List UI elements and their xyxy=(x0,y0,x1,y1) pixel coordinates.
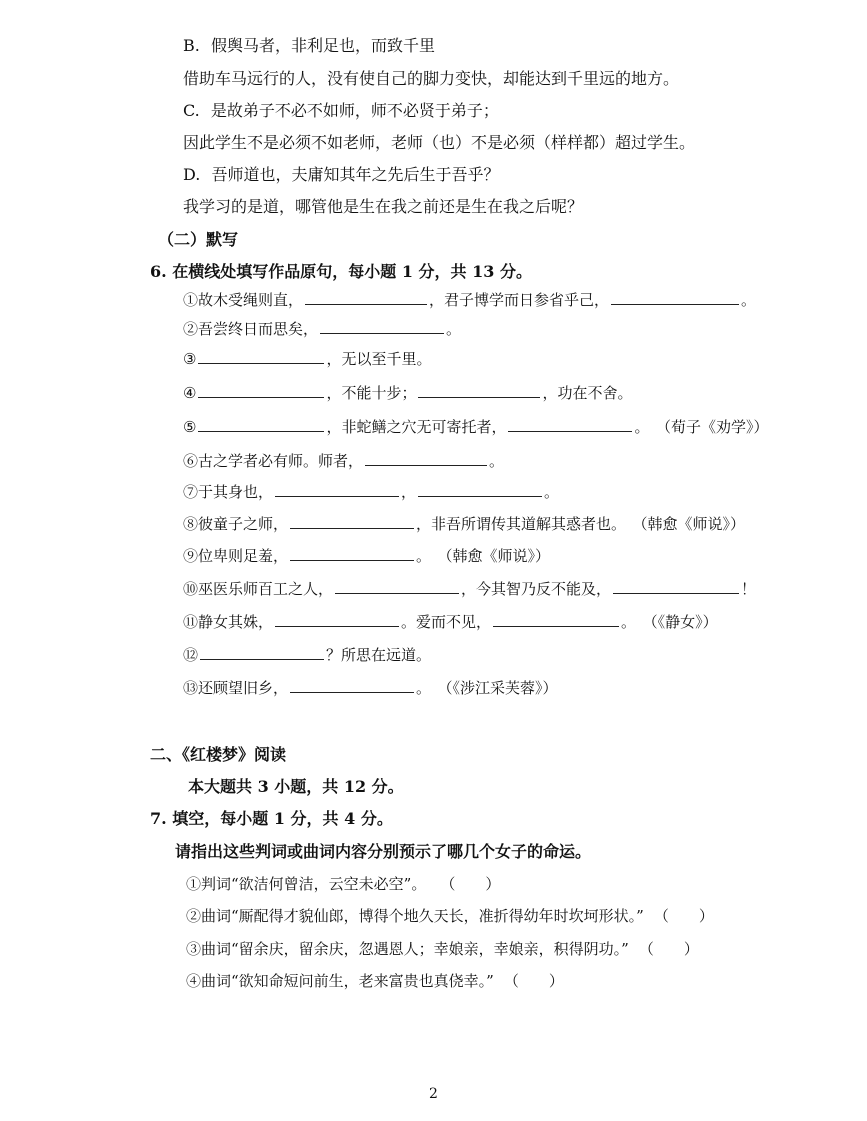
q6-item-4 xyxy=(183,386,632,401)
section-dictation-title: （二）默写 xyxy=(158,230,239,249)
answer-parentheses[interactable]: （ ） xyxy=(653,907,714,925)
item-text: 故木受绳则直， xyxy=(198,291,304,309)
item-number: ⑬ xyxy=(183,679,199,697)
item-text: ，君子博学而日参省乎己， xyxy=(429,291,610,309)
item-number: ⑦ xyxy=(183,483,199,501)
item-number: ① xyxy=(183,291,199,309)
item-text: ，今其智乃反不能及， xyxy=(461,580,612,598)
item-number: ⑨ xyxy=(183,547,199,565)
q6-item-12 xyxy=(183,648,431,663)
item-number: ⑧ xyxy=(183,515,199,533)
q6-item-2 xyxy=(183,322,461,337)
option-b-translation: 借助车马远行的人，没有使自己的脚力变快，却能达到千里远的地方。 xyxy=(183,69,680,88)
item-text: ，非吾所谓传其道解其惑者也。 xyxy=(416,515,627,533)
answer-parentheses[interactable]: （ ） xyxy=(638,940,699,958)
answer-blank[interactable] xyxy=(275,495,399,497)
q7-title: 7. 填空，每小题 1 分，共 4 分。 xyxy=(150,809,393,828)
q7-item-4 xyxy=(186,974,564,989)
item-number: ⑤ xyxy=(183,418,197,436)
item-text: ，非蛇鳝之穴无可寄托者， xyxy=(326,418,507,436)
item-source: （韩愈《师说》） xyxy=(445,547,551,565)
answer-blank[interactable] xyxy=(305,303,427,305)
item-text: 古之学者必有师。师者， xyxy=(198,452,364,470)
item-text: 彼童子之师， xyxy=(198,515,289,533)
q6-item-9 xyxy=(183,549,550,564)
item-text: 。 xyxy=(634,418,650,436)
q7-item-3 xyxy=(186,942,699,957)
item-number: ⑥ xyxy=(183,452,199,470)
option-d-original xyxy=(183,167,499,183)
answer-blank[interactable] xyxy=(290,527,414,529)
option-label: C. xyxy=(183,101,200,120)
item-text: 位卑则足羞， xyxy=(198,547,289,565)
item-text: ，不能十步； xyxy=(326,384,417,402)
item-text: 。 xyxy=(544,483,560,501)
option-d-translation: 我学习的是道，哪管他是生在我之前还是生在我之后呢？ xyxy=(183,197,584,216)
q7-prompt: 请指出这些判词或曲词内容分别预示了哪几个女子的命运。 xyxy=(175,842,592,861)
q6-item-11 xyxy=(183,615,718,630)
answer-blank[interactable] xyxy=(365,464,487,466)
item-text: 。 xyxy=(416,547,432,565)
answer-blank[interactable] xyxy=(508,430,632,432)
option-label: B. xyxy=(183,36,200,55)
item-source: （《涉江采芙蓉》） xyxy=(445,679,558,697)
section-2-title: 二、《红楼梦》阅读 xyxy=(150,745,287,764)
q6-item-7 xyxy=(183,485,559,500)
answer-blank[interactable] xyxy=(418,495,542,497)
q6-item-1 xyxy=(183,293,756,308)
q6-item-10 xyxy=(183,582,756,597)
answer-blank[interactable] xyxy=(198,430,324,432)
q6-item-13 xyxy=(183,681,558,696)
item-text: 。 xyxy=(446,320,462,338)
item-text: 。 xyxy=(416,679,432,697)
item-text: ③曲词“留余庆，留余庆，忽遇恩人；幸娘亲，幸娘亲，积得阴功。” xyxy=(186,940,629,958)
option-label: D. xyxy=(183,165,201,184)
item-text: ？所思在远道。 xyxy=(326,646,432,664)
item-text: 吾尝终日而思矣， xyxy=(198,320,319,338)
q6-item-3 xyxy=(183,352,431,367)
item-number: ⑪ xyxy=(183,613,199,631)
item-text: ②曲词“厮配得才貌仙郎，博得个地久天长，准折得幼年时坎坷形状。” xyxy=(186,907,644,925)
item-number: ② xyxy=(183,320,199,338)
item-number: ⑫ xyxy=(183,646,199,664)
item-text: 。 xyxy=(621,613,637,631)
section-2-subtitle: 本大题共 3 小题，共 12 分。 xyxy=(188,777,404,796)
option-c-translation: 因此学生不是必须不如老师，老师（也）不是必须（样样都）超过学生。 xyxy=(183,133,696,152)
option-b-original xyxy=(183,38,435,54)
answer-blank[interactable] xyxy=(611,303,739,305)
answer-blank[interactable] xyxy=(335,592,459,594)
item-source: （韩愈《师说》） xyxy=(640,515,746,533)
answer-blank[interactable] xyxy=(198,362,324,364)
item-text: 还顾望旧乡， xyxy=(198,679,289,697)
item-text: 巫医乐师百工之人， xyxy=(198,580,334,598)
item-text: ， xyxy=(401,483,417,501)
q6-item-5 xyxy=(183,420,769,435)
option-text: 假舆马者，非利足也，而致千里 xyxy=(210,36,435,55)
item-number: ③ xyxy=(183,350,197,368)
option-text: 是故弟子不必不如师，师不必贤于弟子； xyxy=(210,101,499,120)
item-source: （《静女》） xyxy=(650,613,718,631)
answer-parentheses[interactable]: （ ） xyxy=(440,875,501,893)
answer-blank[interactable] xyxy=(198,396,324,398)
option-c-original xyxy=(183,103,499,119)
item-number: ④ xyxy=(183,384,197,402)
answer-blank[interactable] xyxy=(200,658,324,660)
answer-parentheses[interactable]: （ ） xyxy=(503,972,564,990)
item-text: 。 xyxy=(489,452,505,470)
answer-blank[interactable] xyxy=(290,559,414,561)
answer-blank[interactable] xyxy=(493,625,619,627)
answer-blank[interactable] xyxy=(320,332,444,334)
answer-blank[interactable] xyxy=(613,592,739,594)
option-text: 吾师道也，夫庸知其年之先后生于吾乎？ xyxy=(211,165,500,184)
item-text: 。爱而不见， xyxy=(401,613,492,631)
item-text: ①判词“欲洁何曾洁，云空未必空”。 xyxy=(186,875,427,893)
item-number: ⑩ xyxy=(183,580,199,598)
item-source: （荀子《劝学》） xyxy=(663,418,769,436)
item-text: ，功在不舍。 xyxy=(542,384,633,402)
answer-blank[interactable] xyxy=(418,396,540,398)
page-number: 2 xyxy=(429,1086,438,1102)
item-text: ④曲词“欲知命短问前生，老来富贵也真侥幸。” xyxy=(186,972,494,990)
item-text: ，无以至千里。 xyxy=(326,350,432,368)
item-text: 静女其姝， xyxy=(198,613,274,631)
answer-blank[interactable] xyxy=(275,625,399,627)
item-text: 。 xyxy=(741,291,757,309)
q6-item-6 xyxy=(183,454,504,469)
item-text: 于其身也， xyxy=(198,483,274,501)
q7-item-2 xyxy=(186,909,714,924)
item-text: ！ xyxy=(741,580,757,598)
q6-title: 6. 在横线处填写作品原句，每小题 1 分，共 13 分。 xyxy=(150,262,532,281)
q6-item-8 xyxy=(183,517,745,532)
q7-item-1 xyxy=(186,877,500,892)
answer-blank[interactable] xyxy=(290,691,414,693)
